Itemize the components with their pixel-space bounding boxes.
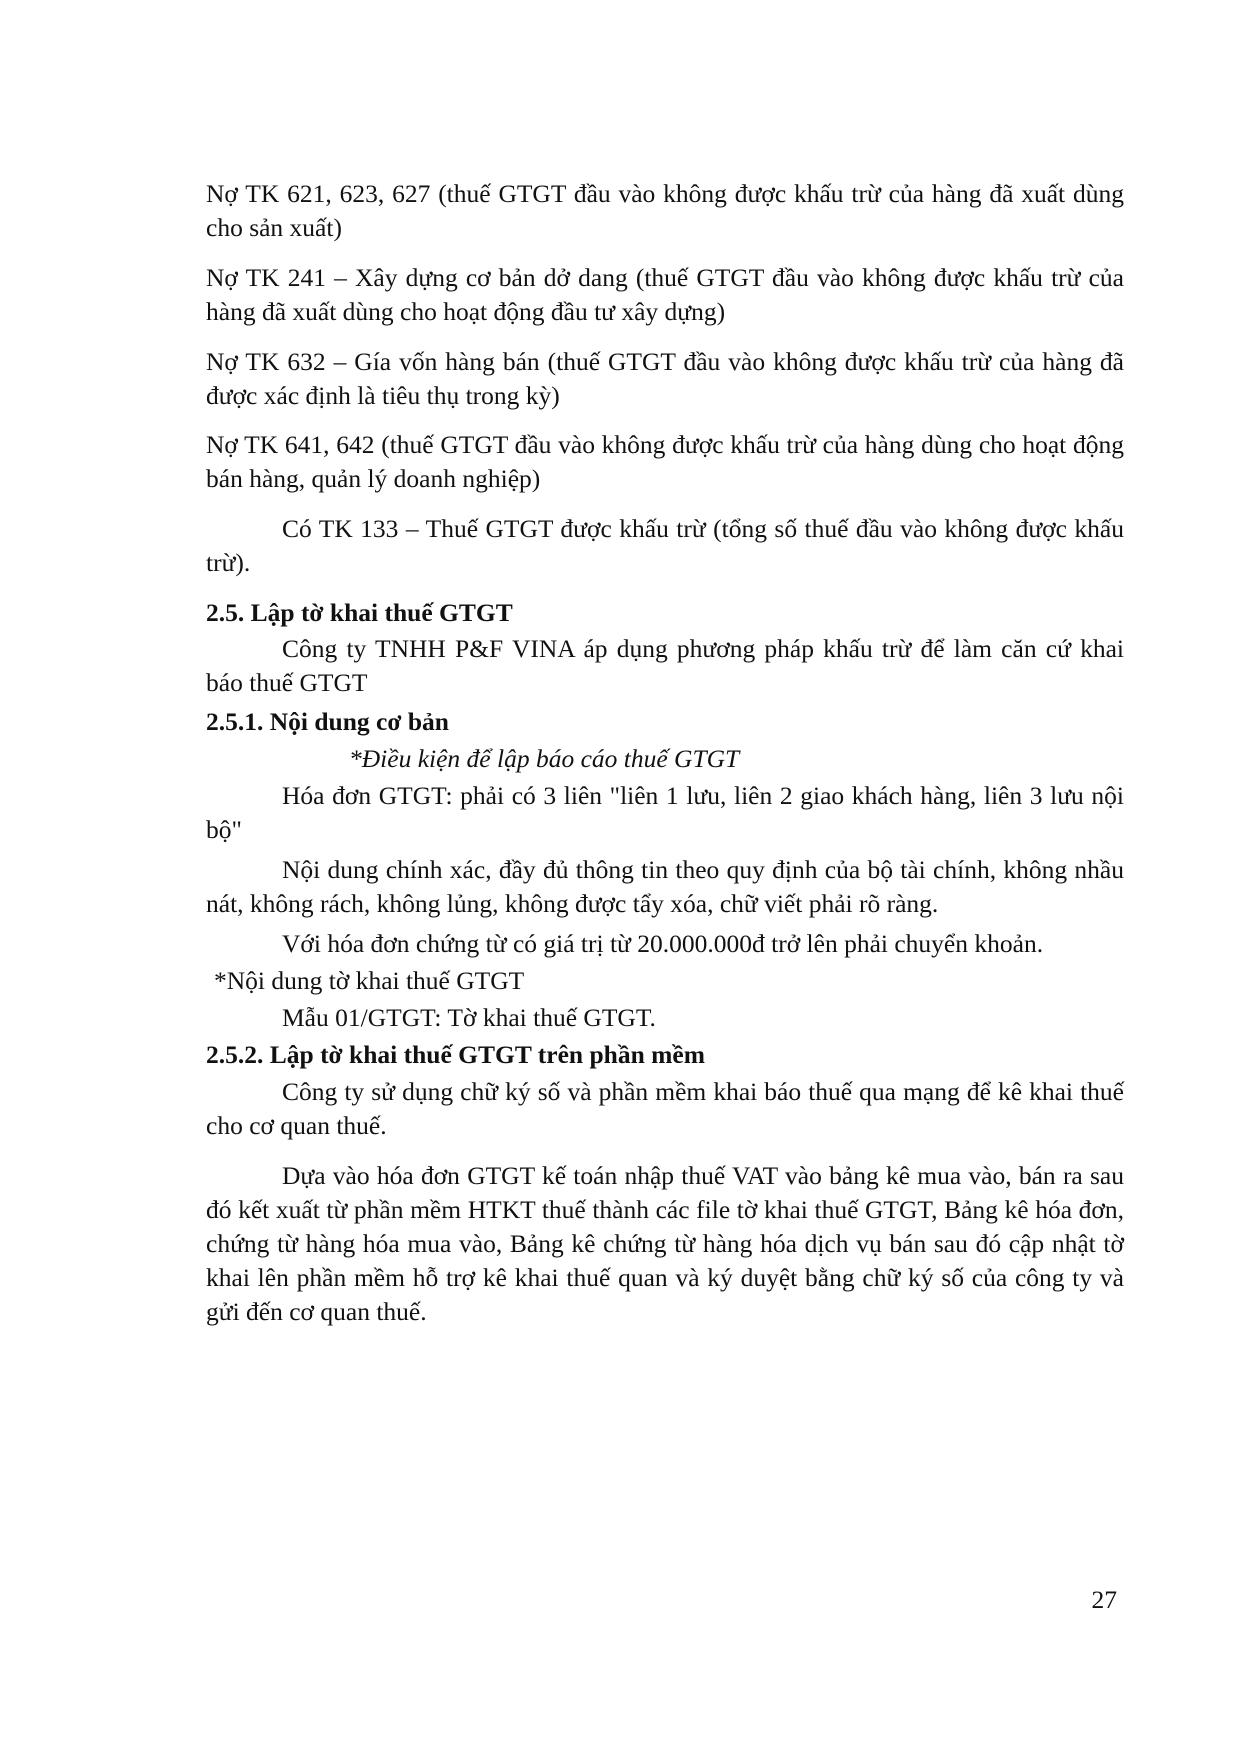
declaration-content-title: *Nội dung tờ khai thuế GTGT [214, 966, 525, 995]
section-heading-2-5: 2.5. Lập tờ khai thuế GTGT [206, 598, 513, 627]
section-2-5-intro: Công ty TNHH P&F VINA áp dụng phương pháp khấu trừ để làm căn cứ khai báo thuế GTGT [206, 634, 1124, 697]
paragraph-no-tk-641: Nợ TK 641, 642 (thuế GTGT đầu vào không được khấu trừ của hàng dùng cho hoạt động bán hàng, quản lý doanh nghiệp) [206, 430, 1124, 493]
content-requirement: Nội dung chính xác, đầy đủ thông tin theo quy định của bộ tài chính, không nhầu nát, không rách, không lủng, không được tẩy xóa, chữ viết phải rõ ràng. [206, 855, 1124, 918]
section-heading-2-5-1: 2.5.1. Nội dung cơ bản [206, 707, 449, 736]
conditions-subheading: *Điều kiện để lập báo cáo thuế GTGT [349, 744, 740, 773]
software-paragraph-2: Dựa vào hóa đơn GTGT kế toán nhập thuế VAT vào bảng kê mua vào, bán ra sau đó kết xuất từ phần mềm HTKT thuế thành các file tờ khai thuế GTGT, Bảng kê hóa đơn, chứng từ hàng hóa mua vào, Bảng kê chứng từ hàng hóa dịch vụ bán sau đó cập nhật tờ khai lên phần mềm hỗ trợ kê khai thuế quan và ký duyệt bằng chữ ký số của công ty và gửi đến cơ quan thuế. [206, 1161, 1124, 1326]
form-01-gtgt: Mẫu 01/GTGT: Tờ khai thuế GTGT. [282, 1003, 656, 1032]
software-paragraph-1: Công ty sử dụng chữ ký số và phần mềm khai báo thuế qua mạng để kê khai thuế cho cơ quan thuế. [206, 1077, 1124, 1140]
paragraph-no-tk-632: Nợ TK 632 – Gía vốn hàng bán (thuế GTGT đầu vào không được khấu trừ của hàng đã được xác định là tiêu thụ trong kỳ) [206, 347, 1124, 410]
page-number: 27 [1091, 1585, 1117, 1614]
section-heading-2-5-2: 2.5.2. Lập tờ khai thuế GTGT trên phần mềm [206, 1040, 705, 1069]
paragraph-no-tk-241: Nợ TK 241 – Xây dựng cơ bản dở dang (thuế GTGT đầu vào không được khấu trừ của hàng đã xuất dùng cho hoạt động đầu tư xây dựng) [206, 263, 1124, 326]
transfer-requirement: Với hóa đơn chứng từ có giá trị từ 20.000.000đ trở lên phải chuyển khoản. [282, 929, 1044, 958]
paragraph-no-tk-621: Nợ TK 621, 623, 627 (thuế GTGT đầu vào không được khấu trừ của hàng đã xuất dùng cho sản xuất) [206, 179, 1124, 242]
invoice-requirement: Hóa đơn GTGT: phải có 3 liên "liên 1 lưu, liên 2 giao khách hàng, liên 3 lưu nội bộ" [206, 781, 1124, 844]
paragraph-co-tk-133: Có TK 133 – Thuế GTGT được khấu trừ (tổng số thuế đầu vào không được khấu trừ). [206, 514, 1124, 577]
